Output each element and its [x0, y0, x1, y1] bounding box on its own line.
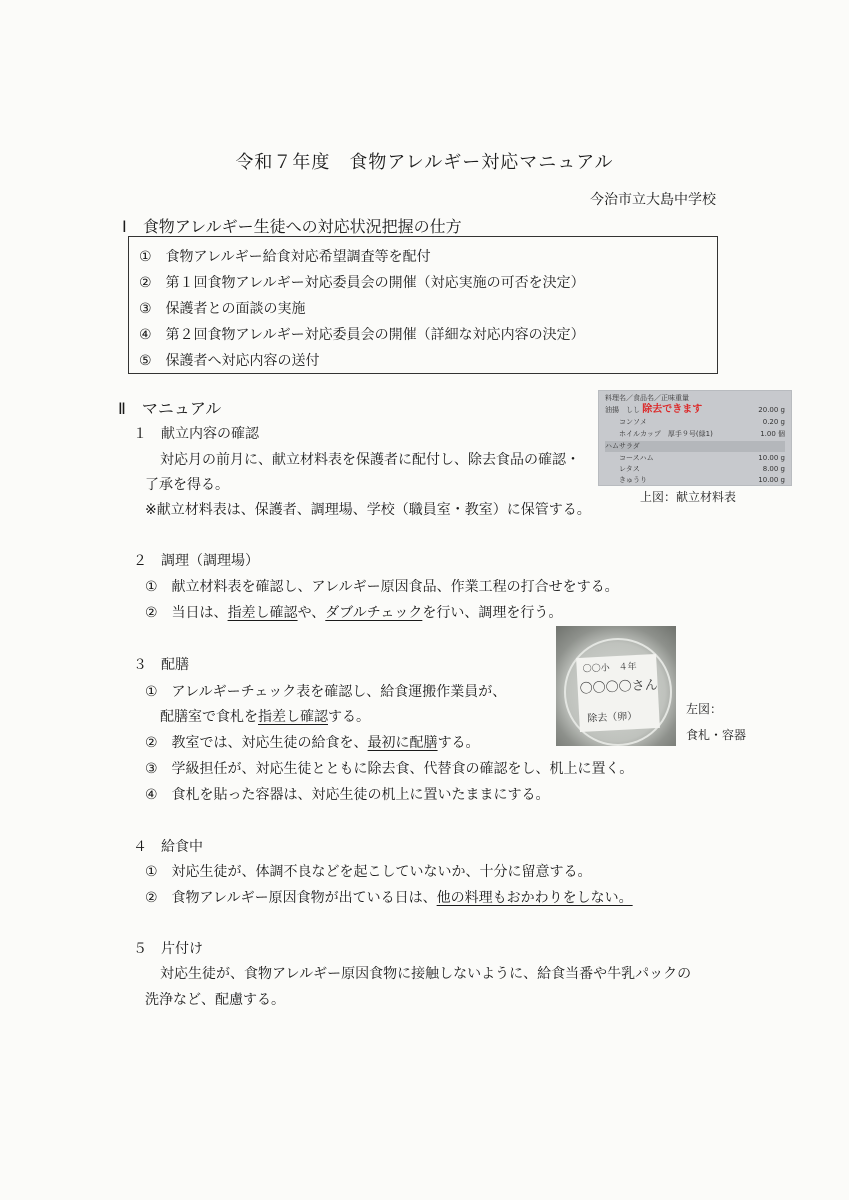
subsection-title-cooking: ２ 調理（調理場） — [133, 553, 259, 569]
serving-item-text: する。 — [328, 709, 370, 725]
cleanup-text: 対応生徒が、食物アレルギー原因食物に接触しないように、給食当番や牛乳パックの — [160, 966, 692, 982]
label-class: 〇〇小 ４年 — [582, 661, 637, 675]
cooking-item-text: を行い、調理を行う。 — [422, 605, 563, 621]
photo-row-value: 0.20 g — [762, 418, 785, 426]
photo-row-value: 1.00 個 — [760, 430, 785, 438]
photo-row — [605, 404, 785, 416]
menu-check-text: 対応月の前月に、献立材料表を保護者に配付し、除去食品の確認・ — [160, 452, 580, 468]
cleanup-text-cont: 洗浄など、配慮する。 — [145, 992, 285, 1008]
photo-row-value: 20.00 g — [758, 406, 785, 414]
menu-photo-caption: 上図：献立材料表 — [640, 490, 737, 504]
procedure-item: ① 食物アレルギー給食対応希望調査等を配付 — [139, 249, 431, 265]
photo-row — [619, 429, 785, 440]
photo-row — [619, 464, 785, 475]
school-name: 今治市立大島中学校 — [590, 192, 716, 208]
meal-label-card — [576, 654, 660, 732]
photo-row-name: きゅうり — [619, 476, 647, 484]
serving-item — [145, 732, 480, 752]
photo-row-name: 油揚 しし — [605, 406, 640, 414]
photo-row-name: コンソメ — [619, 418, 647, 426]
cooking-item-text: や、 — [297, 605, 326, 621]
serving-item: ① アレルギーチェック表を確認し、給食運搬作業員が、 — [145, 684, 507, 700]
photo-row-name: ハムサラダ — [605, 442, 640, 450]
underlined-point-check: 指差し確認 — [227, 605, 298, 621]
lunch-item — [145, 887, 633, 907]
photo-row-value: 10.00 g — [758, 476, 785, 484]
subsection-title-during-lunch: ４ 給食中 — [133, 839, 203, 855]
photo-row — [619, 417, 785, 428]
underlined-serve-first: 最初に配膳 — [367, 735, 438, 751]
cooking-item-text: ② 当日は、 — [145, 605, 228, 621]
section1-heading: Ⅰ 食物アレルギー生徒への対応状況把握の仕方 — [122, 217, 462, 236]
serving-item-text: ② 教室では、対応生徒の給食を、 — [145, 735, 368, 751]
cooking-item: ① 献立材料表を確認し、アレルギー原因食品、作業工程の打合せをする。 — [145, 579, 619, 595]
page-title: 令和７年度 食物アレルギー対応マニュアル — [235, 152, 614, 173]
label-photo-caption-1: 左図： — [686, 702, 723, 716]
photo-row — [619, 475, 785, 486]
photo-row-name: コースハム — [619, 454, 654, 462]
menu-check-text-cont: 了承を得る。 — [145, 477, 229, 493]
underlined-point-check: 指差し確認 — [258, 709, 328, 725]
menu-ingredients-photo — [598, 390, 792, 486]
subsection-title-cleanup: ５ 片付け — [133, 941, 203, 957]
photo-row — [619, 453, 785, 464]
serving-item-text: 配膳室で食札を — [160, 709, 258, 725]
photo-row-name: レタス — [619, 465, 640, 473]
procedure-item: ⑤ 保護者へ対応内容の送付 — [139, 353, 320, 369]
serving-item-text: する。 — [437, 735, 480, 751]
underlined-no-seconds: 他の料理もおかわりをしない。 — [436, 890, 633, 906]
underlined-double-check: ダブルチェック — [325, 605, 423, 621]
serving-item: ③ 学級担任が、対応生徒とともに除去食、代替食の確認をし、机上に置く。 — [145, 761, 634, 777]
label-removed: 除去（卵） — [587, 711, 638, 725]
label-student: 〇〇〇〇さん — [579, 677, 659, 697]
photo-row — [605, 441, 785, 452]
subsection-title-serving: ３ 配膳 — [133, 657, 189, 673]
procedure-item: ④ 第２回食物アレルギー対応委員会の開催（詳細な対応内容の決定） — [139, 327, 585, 343]
section2-heading: Ⅱ マニュアル — [118, 399, 222, 418]
photo-row-tag: 除去できます — [642, 404, 703, 415]
lunch-item: ① 対応生徒が、体調不良などを起こしていないか、十分に留意する。 — [145, 864, 592, 880]
lunch-item-text: ② 食物アレルギー原因食物が出ている日は、 — [145, 890, 437, 906]
procedure-item: ③ 保護者との面談の実施 — [139, 301, 306, 317]
subsection-title-menu-check: １ 献立内容の確認 — [133, 426, 259, 442]
cooking-item — [145, 602, 562, 622]
procedure-item: ② 第１回食物アレルギー対応委員会の開催（対応実施の可否を決定） — [139, 275, 585, 291]
photo-header: 料理名／食品名／正味重量 — [605, 394, 689, 402]
serving-item: ④ 食札を貼った容器は、対応生徒の机上に置いたままにする。 — [145, 787, 550, 803]
photo-row-name: ホイルカップ 厚手９号(緑1) — [619, 430, 713, 438]
menu-check-note: ※献立材料表は、保護者、調理場、学校（職員室・教室）に保管する。 — [145, 502, 591, 518]
procedure-box — [128, 236, 718, 374]
label-photo-caption-2: 食札・容器 — [686, 728, 747, 742]
photo-row-value: 8.00 g — [762, 465, 785, 473]
photo-row-value: 10.00 g — [758, 454, 785, 462]
serving-item-cont — [160, 706, 370, 726]
label-container-photo — [556, 626, 676, 746]
